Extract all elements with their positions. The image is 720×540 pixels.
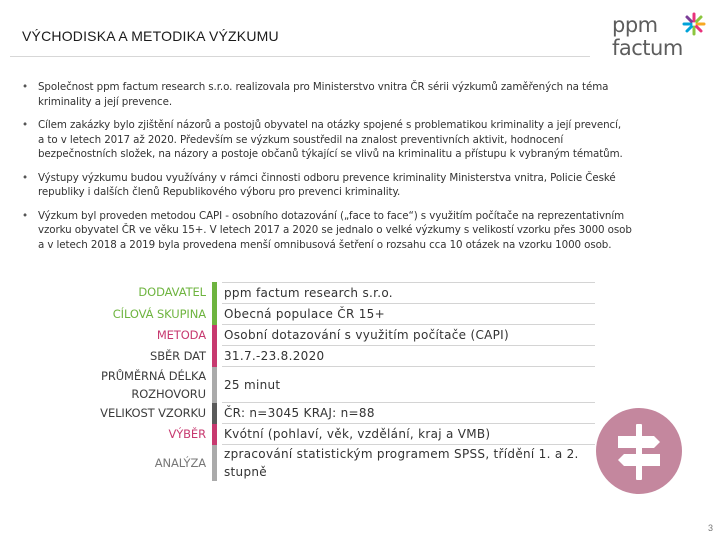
- info-row-vyber: [30, 424, 595, 445]
- bullet-line: Cílem zakázky bylo zjištění názorů a postojů obyvatel na otázky spojené s problematikou kriminality a její prevencí,: [38, 119, 622, 131]
- info-label: DODAVATEL: [138, 285, 206, 299]
- info-label: METODA: [156, 328, 206, 342]
- info-label-line: ROZHOVORU: [131, 387, 206, 401]
- info-value: [222, 445, 595, 481]
- info-label: [30, 367, 210, 403]
- info-value: 25 minut: [222, 367, 595, 403]
- ppm-factum-logo: [612, 12, 708, 62]
- study-info-table: [30, 282, 595, 481]
- info-accent-bar: [212, 403, 217, 424]
- bullet-list: [22, 80, 692, 252]
- info-value: ppm factum research s.r.o.: [222, 282, 595, 304]
- info-label: ANALÝZA: [154, 456, 206, 470]
- info-accent-bar: [212, 367, 217, 403]
- page-number: 3: [708, 523, 714, 533]
- signpost-icon: [596, 408, 682, 494]
- info-row-cilova-skupina: [30, 304, 595, 325]
- info-label: VELIKOST VZORKU: [100, 406, 206, 420]
- bullet-line: bezpečnostních složek, na názory a postoje občanů týkající se vlivů na kriminalitu a přístupu k vybraným tématům.: [38, 148, 623, 160]
- bullet-line: a v letech 2018 a 2019 byla provedena menší omnibusová šetření o rozsahu cca 10 otázek na vzorku 1000 osob.: [38, 238, 612, 251]
- info-row-dodavatel: [30, 282, 595, 304]
- bullet-line: vzorku obyvatel ČR ve věku 15+. V letech 2017 a 2020 se jednalo o velké výzkumy s velikostí vzorku přes 3000 osob: [38, 224, 632, 236]
- title-divider: [10, 56, 590, 57]
- bullet-line: Výzkum byl proveden metodou CAPI - osobního dotazování („face to face“) s využitím počítače na reprezentativním: [38, 209, 625, 222]
- info-value-line: zpracování statistickým programem SPSS, třídění 1. a 2.: [224, 447, 579, 461]
- asterisk-spark-icon: [682, 12, 706, 36]
- info-accent-bar: [212, 304, 217, 325]
- info-accent-bar: [212, 282, 217, 304]
- bullet-dot: •: [22, 81, 28, 93]
- logo-word-ppm: ppm: [612, 13, 658, 37]
- info-accent-bar: [212, 445, 217, 481]
- info-value: Obecná populace ČR 15+: [222, 304, 595, 325]
- bullet-item: [22, 209, 692, 253]
- info-accent-bar: [212, 424, 217, 445]
- bullet-line: Společnost ppm factum research s.r.o. realizovala pro Ministerstvo vnitra ČR sérii výzkumů zaměřených na téma: [38, 81, 609, 93]
- info-row-delka: [30, 367, 595, 403]
- info-row-analyza: [30, 445, 595, 481]
- bullet-line: Výstupy výzkumu budou využívány v rámci činnosti odboru prevence kriminality Ministerstva vnitra, Policie České: [38, 171, 616, 184]
- bullet-line: a to v letech 2017 až 2020. Především se výzkum soustředil na znalost preventivních aktivit, hodnocení: [38, 133, 564, 146]
- info-row-metoda: [30, 325, 595, 346]
- info-row-sber-dat: [30, 346, 595, 367]
- info-value: Osobní dotazování s využitím počítače (CAPI): [222, 325, 595, 346]
- info-value-line: stupně: [224, 465, 267, 479]
- info-value: Kvótní (pohlaví, věk, vzdělání, kraj a VMB): [222, 424, 595, 445]
- info-accent-bar: [212, 346, 217, 367]
- info-label-line: PRŮMĚRNÁ DÉLKA: [101, 369, 206, 383]
- info-value: 31.7.-23.8.2020: [222, 346, 595, 367]
- bullet-item: [22, 118, 692, 162]
- logo-word-factum: factum: [612, 36, 683, 60]
- bullet-dot: •: [22, 209, 28, 222]
- bullet-item: [22, 80, 692, 109]
- bullet-item: [22, 171, 692, 200]
- info-label: CÍLOVÁ SKUPINA: [112, 307, 206, 321]
- info-label: VÝBĚR: [168, 427, 206, 441]
- bullet-line: republiky i dalších členů Republikového výboru pro prevenci kriminality.: [38, 186, 401, 198]
- info-row-velikost: [30, 403, 595, 424]
- info-value: ČR: n=3045 KRAJ: n=88: [222, 403, 595, 424]
- page-title: VÝCHODISKA A METODIKA VÝZKUMU: [22, 28, 279, 44]
- signpost-badge: [596, 408, 682, 494]
- bullet-dot: •: [22, 171, 28, 184]
- bullet-dot: •: [22, 119, 28, 131]
- info-accent-bar: [212, 325, 217, 346]
- bullet-line: kriminality a její prevence.: [38, 95, 172, 108]
- info-label: SBĚR DAT: [150, 349, 206, 363]
